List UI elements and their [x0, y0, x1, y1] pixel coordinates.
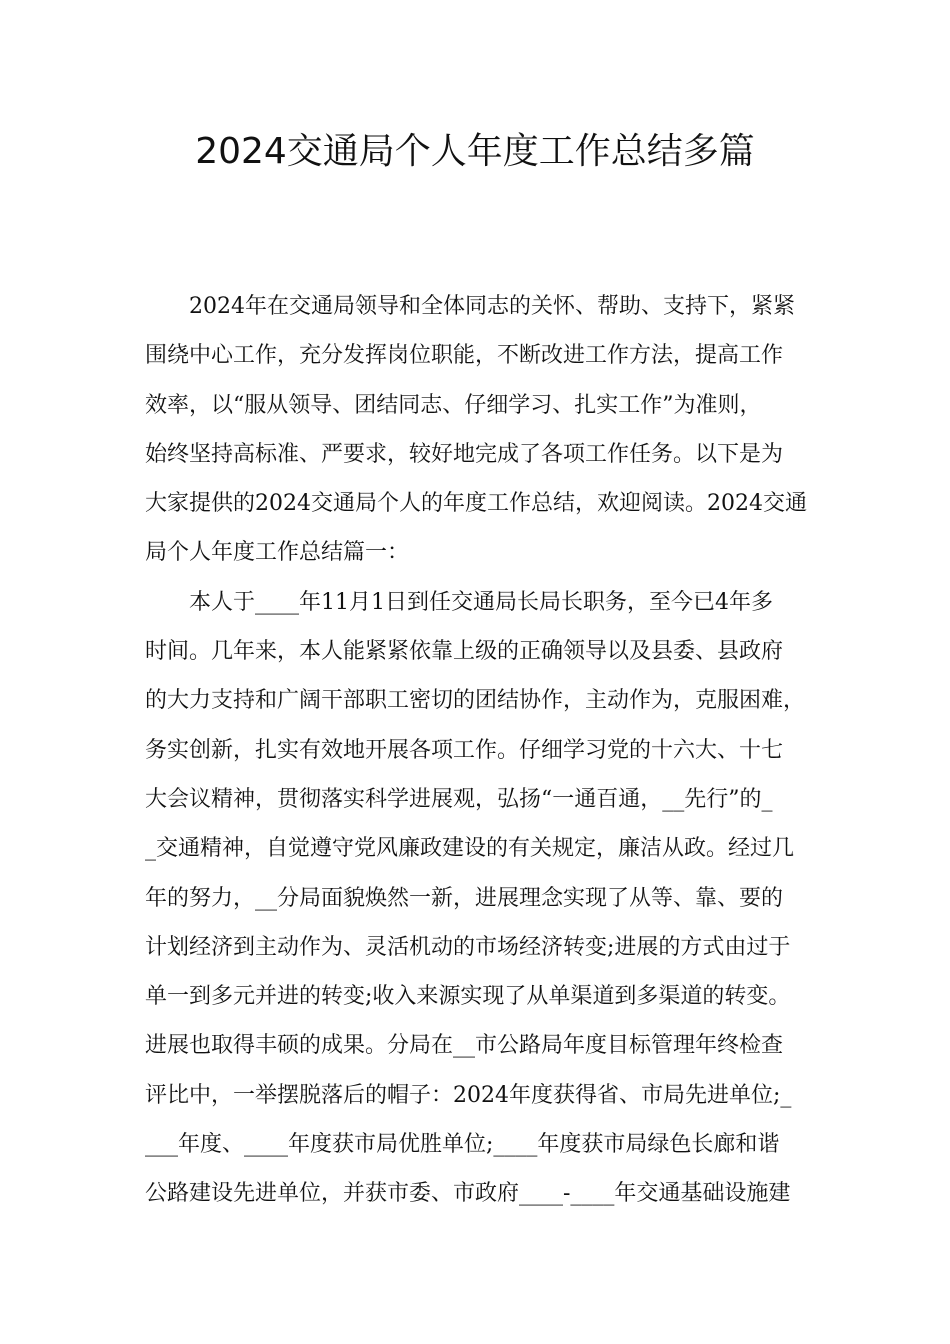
paragraph-line: 公路建设先进单位，并获市委、市政府____-____年交通基础设施建 — [145, 1181, 791, 1207]
paragraph-line: 效率，以“服从领导、团结同志、仔细学习、扎实工作”为准则， — [145, 392, 762, 418]
paragraph-line: ___年度、____年度获市局优胜单位;____年度获市局绿色长廊和谐 — [145, 1132, 780, 1158]
paragraph-line: 单一到多元并进的转变;收入来源实现了从单渠道到多渠道的转变。 — [145, 984, 791, 1010]
paragraph-line: 年的努力，__分局面貌焕然一新，进展理念实现了从等、靠、要的 — [145, 885, 784, 911]
paragraph-line: 本人于____年11月1日到任交通局长局长职务，至今已4年多 — [189, 589, 773, 615]
document-title: 2024交通局个人年度工作总结多篇 — [195, 131, 755, 172]
paragraph-line: 围绕中心工作，充分发挥岗位职能，不断改进工作方法，提高工作 — [145, 343, 784, 369]
paragraph-line: 局个人年度工作总结篇一： — [145, 540, 410, 566]
paragraph-line: 评比中，一举摆脱落后的帽子：2024年度获得省、市局先进单位;_ — [145, 1082, 792, 1108]
paragraph-line: _交通精神，自觉遵守党风廉政建设的有关规定，廉洁从政。经过几 — [145, 836, 795, 862]
paragraph-line: 时间。几年来，本人能紧紧依靠上级的正确领导以及县委、县政府 — [145, 639, 784, 665]
paragraph-line: 的大力支持和广阔干部职工密切的团结协作，主动作为，克服困难， — [145, 688, 806, 714]
paragraph-line: 进展也取得丰硕的成果。分局在__市公路局年度目标管理年终检查 — [145, 1033, 784, 1059]
paragraph-line: 始终坚持高标准、严要求，较好地完成了各项工作任务。以下是为 — [145, 441, 784, 467]
paragraph-line: 计划经济到主动作为、灵活机动的市场经济转变;进展的方式由过于 — [145, 934, 791, 960]
paragraph-line: 大会议精神，贯彻落实科学进展观，弘扬“一通百通，__先行”的_ — [145, 786, 773, 812]
paragraph-line: 2024年在交通局领导和全体同志的关怀、帮助、支持下，紧紧 — [189, 294, 795, 319]
paragraph-line: 务实创新，扎实有效地开展各项工作。仔细学习党的十六大、十七 — [145, 737, 784, 763]
paragraph-line: 大家提供的2024交通局个人的年度工作总结，欢迎阅读。2024交通 — [145, 491, 807, 517]
document-body — [145, 282, 825, 1219]
